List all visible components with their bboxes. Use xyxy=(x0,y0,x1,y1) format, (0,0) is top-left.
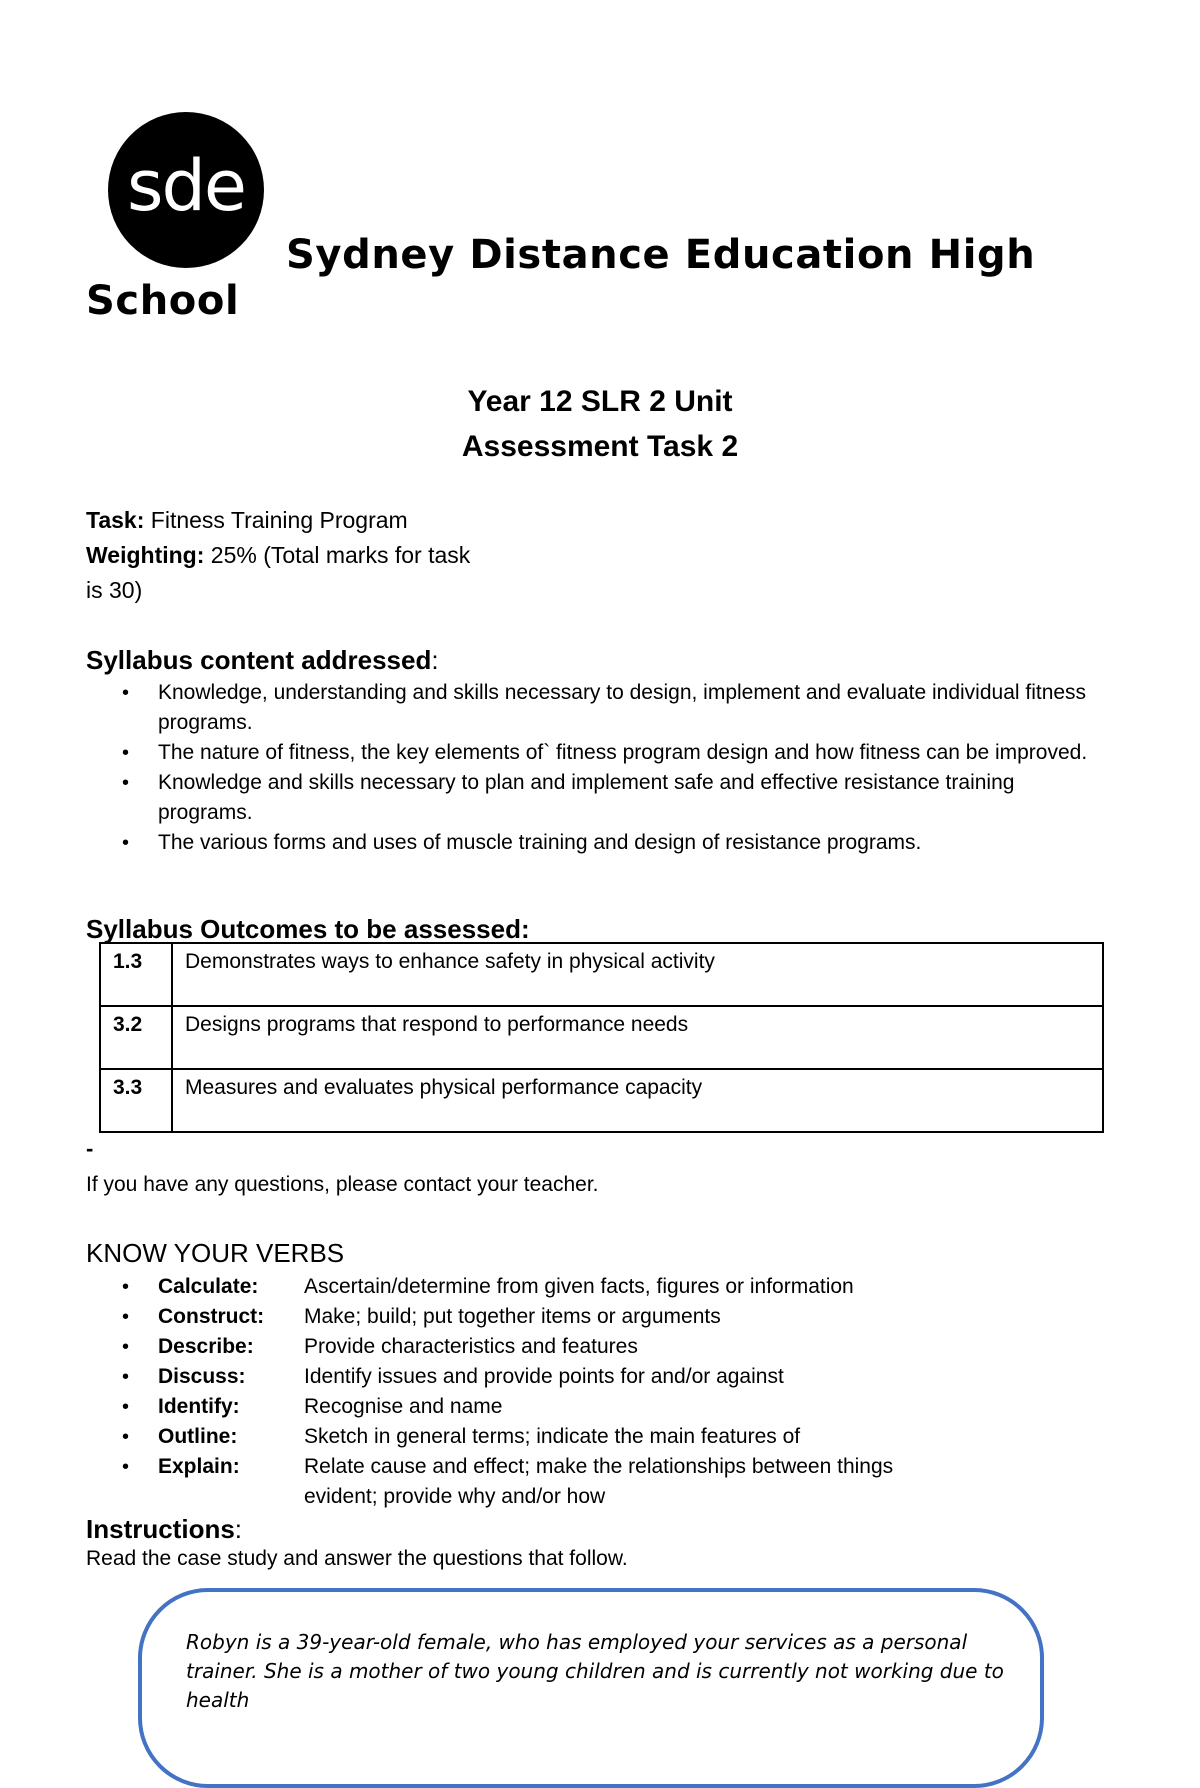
outcome-code: 1.3 xyxy=(100,943,172,1006)
outcome-text: Designs programs that respond to performance needs xyxy=(172,1006,1103,1069)
verb-definition: Identify issues and provide points for and/or against xyxy=(304,1365,784,1388)
course-title: Year 12 SLR 2 Unit xyxy=(467,385,733,418)
syllabus-content-heading xyxy=(86,643,439,677)
list-item: • Knowledge, understanding and skills necessary to design, implement and evaluate individual fitness programs. xyxy=(86,678,1096,738)
logo-text: sde xyxy=(127,145,245,227)
syllabus-content-colon: : xyxy=(431,645,439,675)
verb-definition: Ascertain/determine from given facts, figures or information xyxy=(304,1275,854,1298)
verb-term: Describe: xyxy=(158,1335,254,1358)
table-row xyxy=(100,1069,1103,1132)
table-row xyxy=(100,1006,1103,1069)
verbs-heading: KNOW YOUR VERBS xyxy=(86,1238,345,1268)
assessment-title: Assessment Task 2 xyxy=(461,430,739,463)
outcome-text: Measures and evaluates physical performance capacity xyxy=(172,1069,1103,1132)
task-line xyxy=(86,503,486,538)
outcome-code: 3.3 xyxy=(100,1069,172,1132)
outcomes-heading: Syllabus Outcomes to be assessed: xyxy=(86,914,530,944)
task-value: Fitness Training Program xyxy=(150,507,408,533)
outcome-text: Demonstrates ways to enhance safety in physical activity xyxy=(172,943,1103,1006)
list-item xyxy=(86,1332,1096,1362)
list-item xyxy=(86,1362,1096,1392)
weighting-value: 25% (Total marks for task is 30) xyxy=(86,542,471,603)
verb-definition: Provide characteristics and features xyxy=(304,1335,638,1358)
separator-dash: - xyxy=(86,1136,94,1161)
instructions-title: Instructions xyxy=(86,1514,235,1544)
outcomes-table xyxy=(99,942,1104,1133)
table-row xyxy=(100,943,1103,1006)
case-study-text: Robyn is a 39-year-old female, who has employed your services as a personal trainer. She is a mother of two young children and is currently not working due to health xyxy=(186,1630,1004,1712)
outcome-code: 3.2 xyxy=(100,1006,172,1069)
verb-term: Calculate: xyxy=(158,1275,259,1298)
verb-term: Explain: xyxy=(158,1455,240,1478)
weighting-line xyxy=(86,538,486,608)
list-item xyxy=(86,1422,1096,1452)
list-item: • The various forms and uses of muscle training and design of resistance programs. xyxy=(86,828,1096,858)
verb-definition: Make; build; put together items or arguments xyxy=(304,1305,721,1328)
list-item: • The nature of fitness, the key elements of` fitness program design and how fitness can be improved. xyxy=(86,738,1096,768)
verb-definition: Recognise and name xyxy=(304,1395,503,1418)
instructions-heading xyxy=(86,1512,242,1546)
instructions-text: Read the case study and answer the questions that follow. xyxy=(86,1547,628,1570)
verbs-list xyxy=(86,1272,1096,1512)
task-label: Task: xyxy=(86,507,145,533)
list-item xyxy=(86,1392,1096,1422)
verb-term: Construct: xyxy=(158,1305,265,1328)
verb-term: Discuss: xyxy=(158,1365,246,1388)
verb-definition: Relate cause and effect; make the relationships between things evident; provide why and/or how xyxy=(304,1455,894,1508)
verb-term: Identify: xyxy=(158,1395,240,1418)
list-item: • Knowledge and skills necessary to plan and implement safe and effective resistance training programs. xyxy=(86,768,1096,828)
list-item xyxy=(86,1302,1096,1332)
list-item xyxy=(86,1272,1096,1302)
syllabus-content-list xyxy=(86,678,1096,858)
instructions-colon: : xyxy=(234,1514,243,1544)
contact-note: If you have any questions, please contact your teacher. xyxy=(86,1173,599,1196)
list-item xyxy=(86,1452,1096,1512)
school-name: Sydney Distance Education High School xyxy=(86,232,1036,324)
verb-term: Outline: xyxy=(158,1425,238,1448)
verb-definition: Sketch in general terms; indicate the main features of xyxy=(304,1425,801,1448)
syllabus-content-title: Syllabus content addressed xyxy=(86,645,432,675)
weighting-label: Weighting: xyxy=(86,542,205,568)
